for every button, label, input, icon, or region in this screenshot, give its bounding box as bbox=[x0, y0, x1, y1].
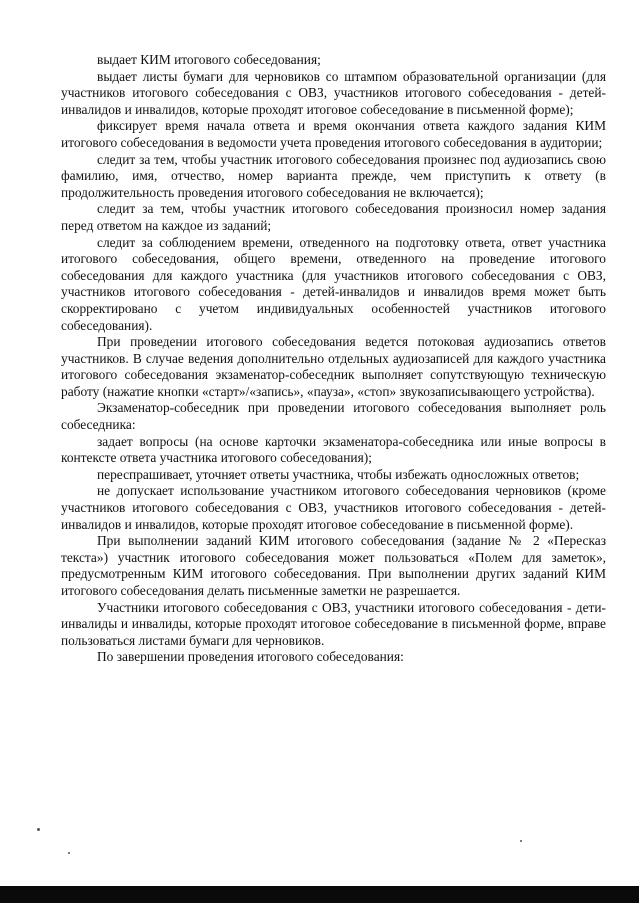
paragraph: Экзаменатор-собеседник при проведении итогового собеседования выполняет роль собеседника: bbox=[61, 400, 606, 433]
paragraph: переспрашивает, уточняет ответы участника, чтобы избежать односложных ответов; bbox=[97, 466, 580, 482]
paragraph: не допускает использование участником итогового собеседования черновиков (кроме участников итогового собеседования с ОВЗ, участников итогового собеседования - детей-инвалидов и инвалидов, которые проходят итоговое собеседование в письменной форме). bbox=[61, 483, 606, 532]
scan-speck bbox=[37, 828, 40, 831]
scan-speck bbox=[68, 852, 70, 854]
paragraph: По завершении проведения итогового собеседования: bbox=[97, 649, 404, 665]
scan-speck bbox=[520, 840, 522, 842]
paragraph: При выполнении заданий КИМ итогового собеседования (задание № 2 «Пересказ текста») участник итогового собеседования может пользоваться «Полем для заметок», предусмотренным КИМ итогового собеседования. При выполнении других заданий КИМ итогового собеседования делать письменные заметки не разрешается. bbox=[61, 533, 606, 598]
paragraph: следит за соблюдением времени, отведенного на подготовку ответа, ответ участника итогового собеседования, общего времени, отведенного на проведение итогового собеседования для каждого участника (для участников итогового собеседования с ОВЗ, участников итогового собеседования - детей-инвалидов и инвалидов время может быть скорректировано с учетом индивидуальных особенностей участников итогового собеседования). bbox=[61, 234, 606, 333]
paragraph: выдает листы бумаги для черновиков со штампом образовательной организации (для участников итогового собеседования с ОВЗ, участников итогового собеседования - детей-инвалидов и инвалидов, которые проходят итоговое собеседование в письменной форме); bbox=[61, 68, 606, 117]
document-body bbox=[61, 52, 606, 666]
paragraph: Участники итогового собеседования с ОВЗ, участники итогового собеседования - дети-инвалиды и инвалиды, которые проходят итоговое собеседование в письменной форме, вправе пользоваться листами бумаги для черновиков. bbox=[61, 599, 606, 648]
paragraph: следит за тем, чтобы участник итогового собеседования произносил номер задания перед ответом на каждое из заданий; bbox=[61, 201, 606, 233]
paragraph: При проведении итогового собеседования ведется потоковая аудиозапись ответов участников. В случае ведения дополнительно отдельных аудиозаписей для каждого участника итогового собеседования экзаменатор-собеседник выполняет сопутствующую техническую работу (нажатие кнопки «старт»/«запись», «пауза», «стоп» звукозаписывающего устройства). bbox=[61, 334, 606, 399]
paragraph: задает вопросы (на основе карточки экзаменатора-собеседника или иные вопросы в контексте ответа участника итогового собеседования); bbox=[61, 433, 606, 466]
scan-edge-bar bbox=[0, 886, 639, 903]
paragraph: следит за тем, чтобы участник итогового собеседования произнес под аудиозапись свою фамилию, имя, отчество, номер варианта прежде, чем приступить к ответу (в продолжительность проведения итогового собеседования не включается); bbox=[61, 151, 606, 200]
paragraph: выдает КИМ итогового собеседования; bbox=[97, 52, 321, 67]
paragraph: фиксирует время начала ответа и время окончания ответа каждого задания КИМ итогового собеседования в ведомости учета проведения итогового собеседования в аудитории; bbox=[61, 118, 606, 150]
